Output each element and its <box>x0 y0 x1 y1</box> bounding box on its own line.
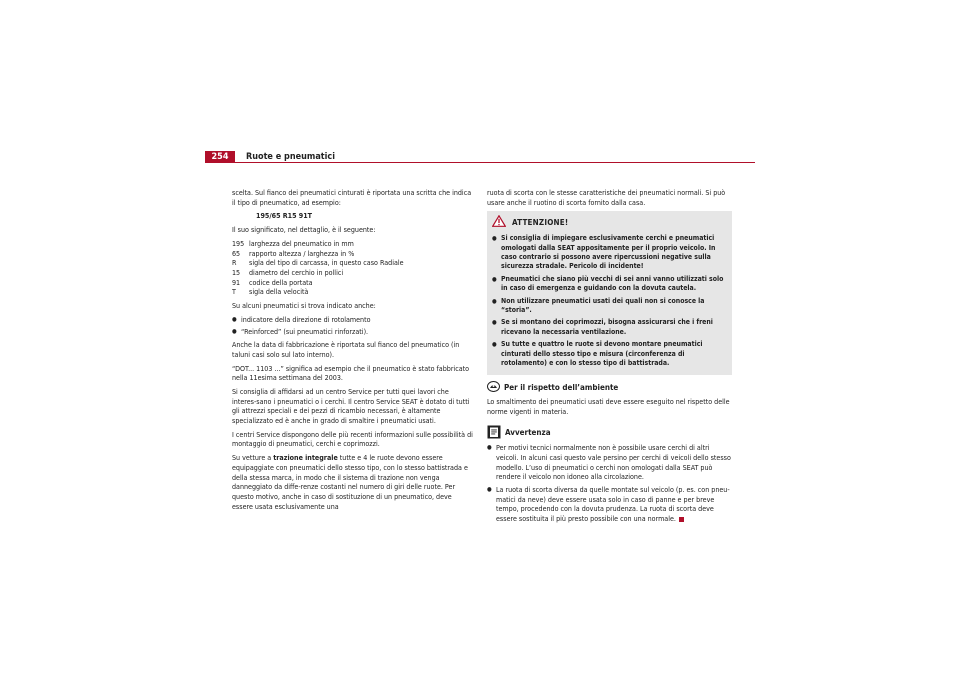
definition-row <box>232 287 474 297</box>
tire-code: 195/65 R15 91T <box>256 211 313 221</box>
definition-value: sigla del tipo di carcassa, in questo caso Radiale <box>249 258 404 268</box>
note-item: ● Per motivi tecnici normalmente non è possibile usare cerchi di altri veicoli. In alcuni casi questo vale persino per cerchi di veicoli dello stesso modello. L’uso di pneumatici o cerchi non omologati dalla SEAT può rendere il veicolo non idoneo alla circolazione. <box>487 443 732 482</box>
warning-triangle-icon <box>492 215 506 230</box>
definition-row <box>232 249 474 259</box>
definition-value: diametro del cerchio in pollici <box>249 267 344 277</box>
warning-item: ● Non utilizzare pneumatici usati dei quali non si conosce la “storia”. <box>492 297 727 316</box>
page-title: Ruote e pneumatici <box>246 152 335 162</box>
definition-key: R <box>232 258 237 268</box>
service-info-text: I centri Service dispongono delle più recenti informazioni sulle possibilità di montaggio di pneumatici, cerchi e coprimozzi. <box>232 429 473 449</box>
definition-list <box>232 239 474 297</box>
meaning-intro: Il suo significato, nel dettaglio, è il seguente: <box>232 225 376 235</box>
environment-text: Lo smaltimento dei pneumatici usati deve essere eseguito nel rispetto delle norme vigenti in materia. <box>487 397 730 416</box>
awd-prefix: Su vetture a <box>232 453 274 463</box>
definition-value: sigla della velocità <box>249 287 309 297</box>
definition-value: codice della portata <box>249 277 313 287</box>
definition-key: T <box>232 287 236 297</box>
warning-title: ATTENZIONE! <box>512 217 569 227</box>
end-of-section-marker <box>679 517 684 522</box>
note-item <box>487 485 732 524</box>
note-header <box>487 425 732 442</box>
definition-value: rapporto altezza / larghezza in % <box>249 248 355 258</box>
definition-row <box>232 268 474 278</box>
definition-value: larghezza del pneumatico in mm <box>249 238 354 248</box>
definition-key: 91 <box>232 277 241 287</box>
dot-example-text: “DOT... 1103 ...” significa ad esempio che il pneumatico è stato fabbricato nella 11esima settimana del 2003. <box>232 363 470 383</box>
environment-header <box>487 381 732 395</box>
also-intro: Su alcuni pneumatici si trova indicato anche: <box>232 301 376 311</box>
warning-item: ● Su tutte e quattro le ruote si devono montare pneumatici cinturati dello stesso tipo e misura (circonferenza di rotolamento) e con lo stesso tipo di battistrada. <box>492 340 727 368</box>
definition-row <box>232 239 474 249</box>
environment-title: Per il rispetto dell’ambiente <box>504 383 619 393</box>
warning-box <box>487 211 732 375</box>
service-advice-text: Si consiglia di affidarsi ad un centro Service per tutti quei lavori che interes-sano i pneumatici o i cerchi. Il centro Service SEAT è dotato di tutti gli attrezzi speciali e dei pezzi di ricambio necessari, è altamente specializzato ed è anche in grado di smaltire i pneumatici usati. <box>232 386 470 426</box>
warning-item: ● Pneumatici che siano più vecchi di sei anni vanno utilizzati solo in caso di emergenza e guidando con la dovuta cautela. <box>492 275 727 294</box>
warning-item: ● Se si montano dei coprimozzi, bisogna assicurarsi che i freni ricevano la necessaria ventilazione. <box>492 318 727 337</box>
awd-bold: trazione integrale <box>273 453 338 463</box>
manufacture-date-text: Anche la data di fabbricazione è riportata sul fianco del pneumatico (in taluni casi solo sul lato interno). <box>232 340 460 359</box>
note-title: Avvertenza <box>505 428 551 437</box>
definition-row <box>232 278 474 288</box>
warning-item: ● Si consiglia di impiegare esclusivamente cerchi e pneumatici omologati dalla SEAT appositamente per il proprio veicolo. In caso contrario si possono avere ripercussioni negative sulla sicurezza stradale. Pericolo di incidente! <box>492 234 727 272</box>
list-item: ● indicatore della direzione di rotolamento <box>232 315 474 325</box>
note-icon <box>487 425 501 442</box>
list-item: ● “Reinforced” (sui pneumatici rinforzati). <box>232 327 474 337</box>
continuation-text: ruota di scorta con le stesse caratteristiche dei pneumatici normali. Si può usare anche il ruotino di scorta fornito dalla casa. <box>487 188 726 207</box>
awd-rest: tutte e 4 le ruote devono essere equipaggiate con pneumatici dello stesso tipo, con lo stesso battistrada e della stessa marca, in modo che il sistema di trazione non venga danneggiato da diffe-renze costanti nel numero di giri delle ruote. Per questo motivo, anche in caso di sostituzione di un pneumatico, deve essere usata esclusivamente una <box>232 453 468 511</box>
intro-text: scelta. Sul fianco dei pneumatici cinturati è riportata una scritta che indica il tipo di pneumatico, ad esempio: <box>232 188 472 207</box>
definition-row <box>232 258 474 268</box>
definition-key: 15 <box>232 267 241 277</box>
left-column <box>232 188 474 515</box>
definition-key: 65 <box>232 248 241 258</box>
definition-key: 195 <box>232 238 245 248</box>
warning-header <box>492 215 727 230</box>
right-column <box>487 188 732 527</box>
note-item-text: La ruota di scorta diversa da quelle montate sul veicolo (p. es. con pneu-matici da neve) deve essere usata solo in caso di panne e per breve tempo, procedendo con la dovuta prudenza. La ruota di scorta deve essere sostituita il più presto possibile con una normale. <box>496 485 730 524</box>
environment-icon <box>487 381 500 395</box>
page-number: 254 <box>205 151 235 163</box>
awd-text <box>232 453 474 511</box>
